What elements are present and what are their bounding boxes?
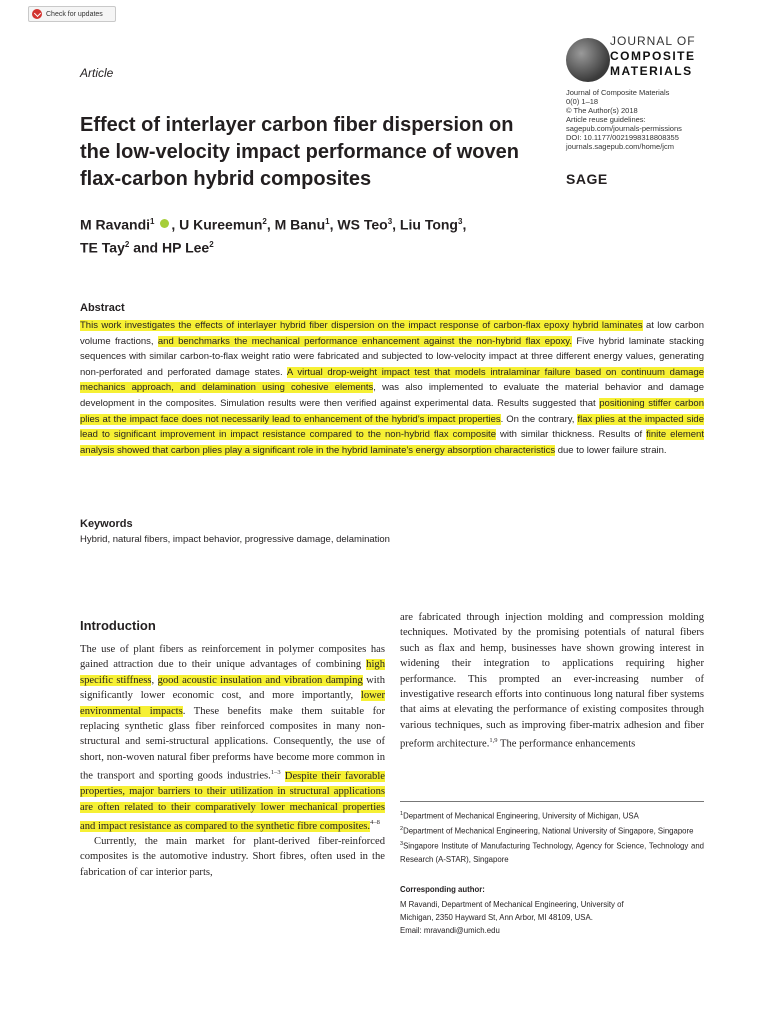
highlighted-text: positioning stiffer carbon plies at the impact face does not necessarily lead to enhancement of the hybrid’s impact properties [80, 397, 704, 425]
affiliation-marker: 1 [325, 217, 330, 226]
body-text: with significantly lower economic cost, and more importantly, [80, 674, 385, 702]
reuse-guidelines-label: Article reuse guidelines: [566, 115, 646, 124]
affiliation-marker: 2 [209, 239, 214, 249]
highlighted-text: flax plies at the impacted side lead to significant improvement in impact resistance compared to the non-hybrid flax composite [80, 413, 704, 441]
corresponding-author-details [400, 898, 704, 937]
journal-logo-globe-icon [566, 38, 610, 82]
author-name: , WS Teo [329, 216, 388, 233]
journal-homepage-link[interactable]: journals.sagepub.com/home/jcm [566, 142, 674, 151]
affiliation-text: Singapore Institute of Manufacturing Technology, Agency for Science, Technology and Research (A-STAR), Singapore [400, 841, 704, 865]
introduction-column-right [400, 610, 704, 752]
affiliation-marker: 3 [387, 217, 393, 226]
footnote-divider [400, 801, 704, 802]
highlighted-text: and benchmarks the mechanical performance enhancement against the non-hybrid flax epoxy. [157, 335, 572, 347]
body-text: The performance enhancements [497, 738, 636, 750]
doi-link[interactable]: DOI: 10.1177/0021998318808355 [566, 133, 679, 142]
affiliation-number: 2 [400, 826, 404, 833]
abstract-text: at low carbon volume fractions, [80, 320, 704, 347]
journal-logo [566, 34, 706, 86]
affiliation [400, 838, 704, 867]
citation-link[interactable]: 1,9 [489, 737, 498, 745]
body-text: The use of plant fibers as reinforcement in polymer composites has gained attraction due to their unique advantages of combining [80, 644, 385, 671]
affiliation [400, 823, 704, 838]
corresponding-author-heading: Corresponding author: [400, 885, 485, 894]
corresponding-email[interactable]: Email: mravandi@umich.edu [400, 926, 500, 935]
crossmark-icon [32, 9, 42, 19]
corresponding-address: M Ravandi, Department of Mechanical Engineering, University of [400, 900, 624, 909]
author-separator: , [462, 216, 467, 233]
affiliation-text: Department of Mechanical Engineering, University of Michigan, USA [403, 811, 639, 821]
journal-logo-line2: COMPOSITE [610, 49, 696, 63]
abstract-body [80, 318, 704, 458]
abstract-text: , was also implemented to evaluate the material behavior and damage development in the composites. Simulation results were then verified against experimental data. Results suggested that [80, 382, 704, 409]
abstract-text: . On the contrary, [500, 413, 578, 425]
citation-link[interactable]: 4–8 [370, 819, 380, 826]
journal-logo-line3: MATERIALS [610, 64, 693, 78]
highlighted-text: finite element analysis showed that carbon plies play a significant role in the hybrid laminate’s energy absorption characteristics [80, 429, 704, 456]
introduction-heading: Introduction [80, 618, 156, 633]
sage-logo: SAGE [566, 171, 608, 187]
highlighted-text: good acoustic insulation and vibration damping [157, 674, 363, 686]
author-name: , Liu Tong [392, 216, 458, 233]
citation-link[interactable]: 1–3 [270, 769, 281, 777]
affiliation-marker: 3 [458, 217, 463, 226]
affiliation-number: 3 [400, 841, 404, 848]
highlighted-text: high specific stiffness [80, 659, 385, 686]
affiliation [400, 808, 704, 823]
author-name: , U Kureemun [171, 216, 263, 233]
paragraph: Currently, the main market for plant-derived fiber-reinforced composites is the automotive industry. Short fibres, often used in the fabrication of car interior parts, [80, 835, 385, 878]
abstract-heading: Abstract [80, 302, 125, 314]
journal-metadata [566, 88, 682, 151]
article-type-label: Article [80, 66, 114, 80]
corresponding-address: Michigan, 2350 Hayward St, Ann Arbor, MI 48109, USA. [400, 913, 593, 922]
author-name: TE Tay [80, 239, 125, 256]
highlighted-text: Despite their favorable properties, major barriers to their utilization in structural applications are often related to their comparatively lower mechanical properties and impact resistance as compared to the synthetic fibre composites. [80, 770, 385, 832]
author-name: , M Banu [266, 216, 326, 233]
introduction-column-left [80, 642, 385, 880]
author-name: and HP Lee [129, 239, 210, 256]
highlighted-text: A virtual drop-weight impact test that models intralaminar failure based on continuum damage mechanics approach, and delamination using cohesive elements [80, 366, 705, 394]
highlighted-text: lower environmental impacts [80, 690, 385, 717]
affiliation-number: 1 [400, 811, 404, 817]
affiliations [400, 808, 704, 867]
affiliation-marker: 2 [124, 239, 130, 249]
check-for-updates-button[interactable] [28, 6, 116, 22]
paragraph [80, 642, 385, 834]
body-text: are fabricated through injection molding and compression molding techniques. Motivated by the promising potentials of natural fibers such as flax and hemp, businesses have shown growing interest in widening their integration to applications requiring higher performance. This prompted an ever-increasing number of investigative research efforts into continuous long natural fiber systems that aims at elevating the performance of existing composites through various techniques, such as improving fiber-matrix adhesion and fiber preform architecture. [400, 612, 704, 750]
abstract-text: Five hybrid laminate stacking sequences with similar carbon-to-flax weight ratio were fabricated and subjected to low-velocity impact at three different energy values, generating non-perforated and perforated damage states. [80, 335, 705, 378]
volume-pages: 0(0) 1–18 [566, 97, 599, 106]
keywords-list: Hybrid, natural fibers, impact behavior, progressive damage, delamination [80, 534, 390, 545]
check-for-updates-label: Check for updates [46, 10, 103, 18]
affiliation-marker: 2 [262, 217, 267, 226]
author-name: M Ravandi [80, 216, 151, 233]
journal-logo-line1: JOURNAL OF [610, 34, 696, 48]
body-text: , [151, 674, 158, 686]
author-list [80, 212, 540, 257]
paper-title: Effect of interlayer carbon fiber dispersion on the low-velocity impact performance of woven flax-carbon hybrid composites [80, 114, 519, 190]
abstract-text: due to lower failure strain. [555, 444, 667, 456]
highlighted-text: This work investigates the effects of interlayer hybrid fiber dispersion on the impact response of carbon-flax epoxy hybrid laminates [80, 320, 643, 331]
body-text: . These benefits make them suitable for replacing synthetic glass fiber reinforced composites in many non-structural and semi-structural applications. Consequently, the use of short, non-woven natural fiber preforms have become more common in the transport and sporting goods industries. [80, 705, 385, 782]
keywords-heading: Keywords [80, 518, 133, 530]
affiliation-text: Department of Mechanical Engineering, National University of Singapore, Singapore [403, 826, 694, 836]
orcid-icon[interactable] [160, 219, 169, 228]
journal-name: Journal of Composite Materials [566, 88, 670, 97]
abstract-text: with similar thickness. Results of [495, 429, 647, 441]
copyright: © The Author(s) 2018 [566, 106, 638, 115]
permissions-link[interactable]: sagepub.com/journals-permissions [566, 124, 682, 133]
affiliation-marker: 1 [150, 217, 155, 226]
